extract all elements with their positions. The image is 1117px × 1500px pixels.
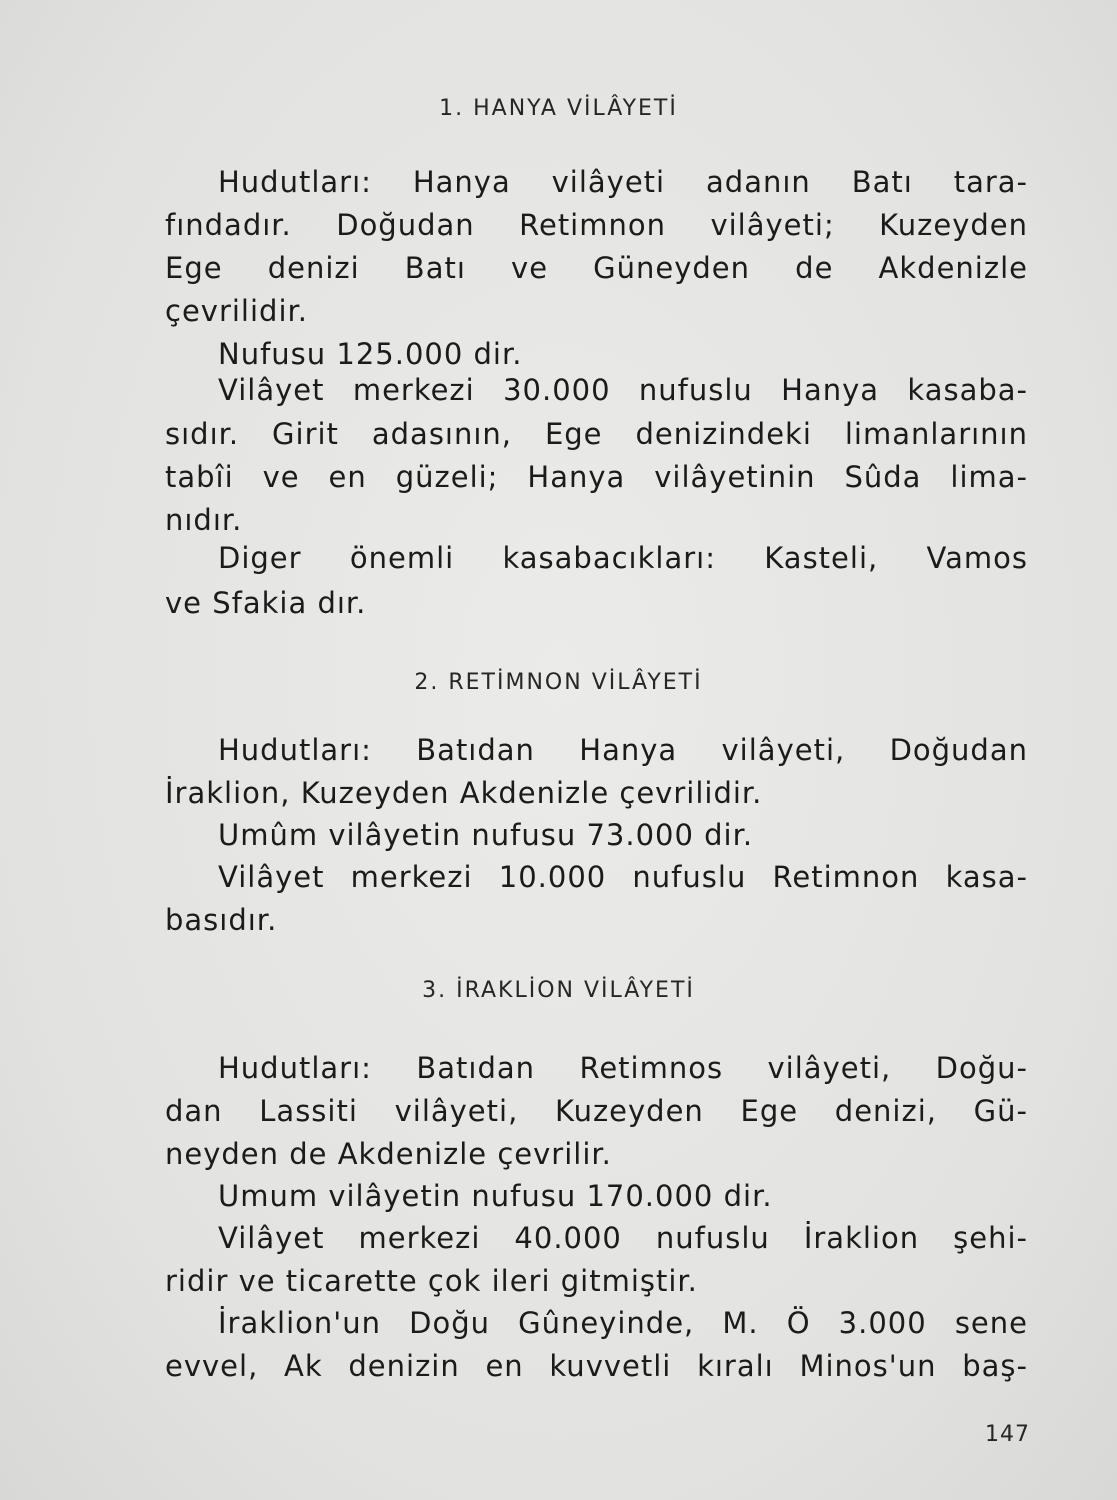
text-line: Hudutları: Batıdan Hanya vilâyeti, Doğudan bbox=[218, 733, 1028, 767]
text-line: Vilâyet merkezi 10.000 nufuslu Retimnon kasa- bbox=[218, 860, 1028, 894]
section-heading-hanya: 1. HANYA VİLÂYETİ bbox=[439, 96, 678, 121]
text-line: çevrilidir. bbox=[165, 294, 308, 328]
text-line: sıdır. Girit adasının, Ege denizindeki limanlarının bbox=[165, 417, 1028, 451]
text-line: Diger önemli kasabacıkları: Kasteli, Vamos bbox=[218, 541, 1028, 575]
text-line: basıdır. bbox=[165, 903, 278, 937]
text-line: ridir ve ticarette çok ileri gitmiştir. bbox=[165, 1264, 698, 1298]
text-line: Hudutları: Batıdan Retimnos vilâyeti, Doğu- bbox=[218, 1051, 1028, 1085]
text-line: İraklion'un Doğu Gûneyinde, M. Ö 3.000 sene bbox=[218, 1306, 1028, 1340]
text-line: Vilâyet merkezi 40.000 nufuslu İraklion şehi- bbox=[218, 1221, 1028, 1255]
text-line: İraklion, Kuzeyden Akdenizle çevrilidir. bbox=[165, 776, 763, 810]
text-line: fındadır. Doğudan Retimnon vilâyeti; Kuzeyden bbox=[165, 208, 1028, 242]
text-line: Hudutları: Hanya vilâyeti adanın Batı tara- bbox=[218, 165, 1028, 199]
section-heading-retimnon: 2. RETİMNON VİLÂYETİ bbox=[414, 670, 703, 695]
text-line: Umûm vilâyetin nufusu 73.000 dir. bbox=[218, 818, 754, 852]
text-line: ve Sfakia dır. bbox=[165, 586, 367, 620]
text-line: Vilâyet merkezi 30.000 nufuslu Hanya kasaba- bbox=[218, 373, 1028, 407]
text-line: Ege denizi Batı ve Güneyden de Akdenizle bbox=[165, 251, 1028, 285]
text-line: dan Lassiti vilâyeti, Kuzeyden Ege denizi, Gü- bbox=[165, 1094, 1028, 1128]
text-line: evvel, Ak denizin en kuvvetli kıralı Minos'un baş- bbox=[165, 1349, 1028, 1383]
text-line: Umum vilâyetin nufusu 170.000 dir. bbox=[218, 1179, 773, 1213]
text-line: Nufusu 125.000 dir. bbox=[218, 337, 523, 371]
text-line: neyden de Akdenizle çevrilir. bbox=[165, 1137, 612, 1171]
text-line: tabîi ve en güzeli; Hanya vilâyetinin Sûda lima- bbox=[165, 460, 1028, 494]
text-line: nıdır. bbox=[165, 503, 243, 537]
page-number: 147 bbox=[985, 1422, 1030, 1447]
section-heading-iraklion: 3. İRAKLİON VİLÂYETİ bbox=[422, 978, 695, 1003]
